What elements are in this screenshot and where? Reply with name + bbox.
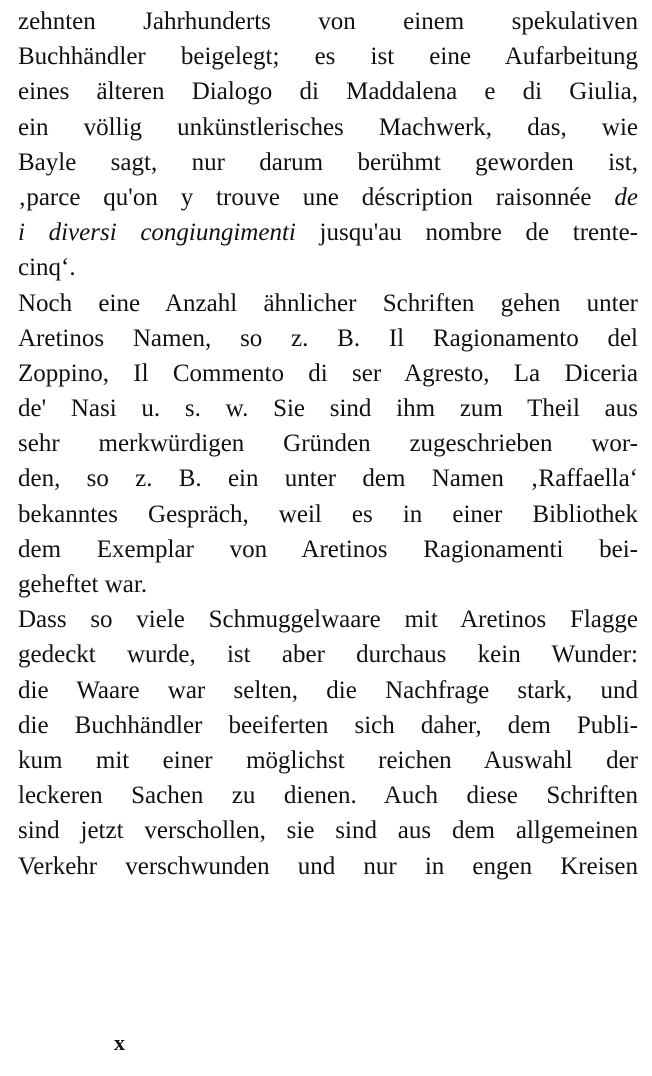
page-number: x xyxy=(114,1030,125,1055)
text-line: die Buchhändler beeiferten sich daher, dem Publi- xyxy=(18,711,638,739)
text-line: Verkehr verschwunden und nur in engen Kreisen xyxy=(18,852,638,880)
text-line: leckeren Sachen zu dienen. Auch diese Schriften xyxy=(18,782,638,810)
text-segment: ‚parce qu'on y trouve une déscription raisonnée xyxy=(18,183,592,211)
text-line-mixed xyxy=(18,215,638,250)
text-line: sind jetzt verschollen, sie sind aus dem allgemeinen xyxy=(18,817,638,845)
page-body xyxy=(18,4,638,884)
paragraph-3 xyxy=(18,602,638,884)
text-line: gedeckt wurde, ist aber durchaus kein Wunder: xyxy=(18,641,638,669)
text-line: kum mit einer möglichst reichen Auswahl der xyxy=(18,746,638,774)
text-line: cinq‘. xyxy=(18,254,76,282)
text-line: Dass so viele Schmuggelwaare mit Aretinos Flagge xyxy=(18,606,638,634)
text-line: die Waare war selten, die Nachfrage stark, und xyxy=(18,676,638,704)
text-line: Zoppino, Il Commento di ser Agresto, La Diceria xyxy=(18,359,638,387)
text-line: Aretinos Namen, so z. B. Il Ragionamento del xyxy=(18,324,638,352)
text-line: geheftet war. xyxy=(18,571,148,598)
paragraph-2 xyxy=(18,286,638,603)
text-line: de' Nasi u. s. w. Sie sind ihm zum Theil aus xyxy=(18,395,638,423)
text-line: sehr merkwürdigen Gründen zugeschrieben wor- xyxy=(18,430,638,458)
text-line: Bayle sagt, nur darum berühmt geworden ist, xyxy=(18,148,638,176)
italic-segment: i diversi congiungimenti xyxy=(18,219,296,247)
text-line: Buchhändler beigelegt; es ist eine Aufarbeitung xyxy=(18,43,638,71)
text-segment: jusqu'au nombre de trente- xyxy=(319,219,638,247)
text-line: dem Exemplar von Aretinos Ragionamenti bei- xyxy=(18,535,638,563)
paragraph-1 xyxy=(18,4,638,286)
text-line: bekanntes Gespräch, weil es in einer Bibliothek xyxy=(18,500,638,528)
text-line: Noch eine Anzahl ähnlicher Schriften gehen unter xyxy=(18,289,638,317)
text-line: eines älteren Dialogo di Maddalena e di Giulia, xyxy=(18,78,638,106)
text-line: ein völlig unkünstlerisches Machwerk, das, wie xyxy=(18,113,638,141)
text-line-mixed xyxy=(18,180,638,215)
text-line: den, so z. B. ein unter dem Namen ‚Raffaella‘ xyxy=(18,465,638,493)
text-line: zehnten Jahrhunderts von einem spekulativen xyxy=(18,8,638,35)
italic-segment: de xyxy=(614,183,638,211)
